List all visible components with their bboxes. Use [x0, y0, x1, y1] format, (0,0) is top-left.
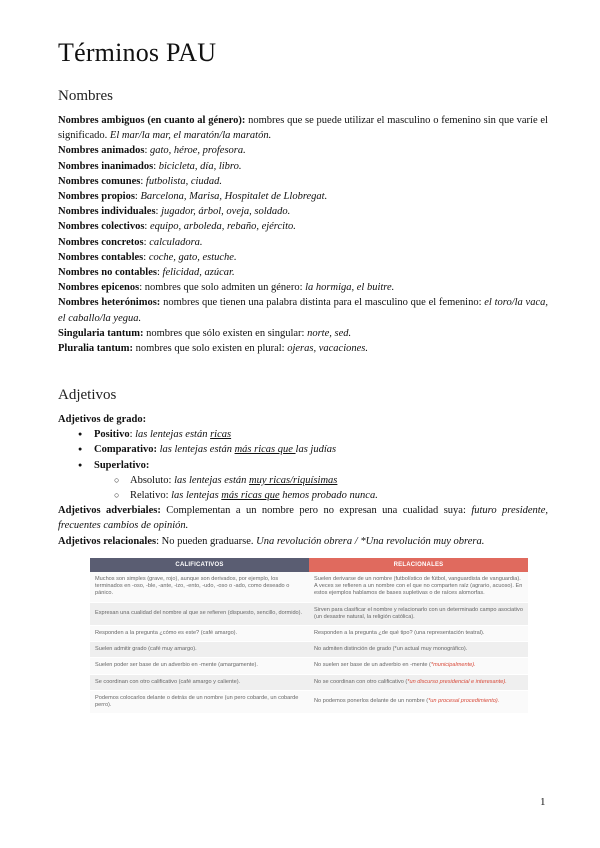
- grado-pre: las lentejas están: [135, 429, 211, 441]
- nombre-entry: [58, 341, 548, 356]
- cell-relacional-text: No suelen ser base de un adverbio en -mente (: [314, 662, 431, 669]
- adjetivos-grado-label: Adjetivos de grado:: [58, 414, 147, 425]
- grado-underlined-text: más ricas que: [221, 490, 280, 502]
- grado-pre: las lentejas están: [174, 474, 250, 486]
- nombre-desc: :: [144, 145, 150, 157]
- nombre-entry: [58, 280, 548, 295]
- adjetivos-adverbiales: Adjetivos adverbiales: Complementan a un nombre pero no expresan una cualidad suya: futuro presidente, frecuentes cambios de opinión.: [58, 505, 548, 532]
- nombre-term: Nombres comunes: [58, 175, 141, 187]
- nombre-desc: nombres que solo existen en plural:: [132, 343, 288, 355]
- nombre-entry: [58, 113, 548, 143]
- page-title: Términos PAU: [58, 38, 217, 67]
- cell-relacional-text: Responden a la pregunta ¿de qué tipo? (una representación teatral).: [314, 630, 485, 637]
- nombre-term: Nombres propios: [58, 191, 135, 203]
- grado-underlined: [210, 429, 231, 440]
- grado-underlined: [235, 444, 296, 455]
- nombre-term: Nombres animados: [58, 145, 145, 157]
- table-row: [90, 642, 528, 658]
- nombre-desc: :: [156, 267, 163, 279]
- nombre-entry: [58, 219, 548, 234]
- nombre-desc: :: [144, 221, 150, 233]
- nombre-desc: :: [140, 175, 146, 187]
- cell-relacional: [309, 572, 528, 602]
- nombre-examples: coche, gato, estuche.: [148, 251, 237, 263]
- nombre-examples: jugador, árbol, oveja, soldado.: [161, 206, 291, 218]
- nombre-entry: [58, 174, 548, 189]
- grado-underlined: [249, 475, 337, 486]
- table-row: [90, 626, 528, 642]
- page-number: 1: [540, 796, 546, 808]
- nombre-entry: [58, 143, 548, 158]
- grado-sep: :: [165, 490, 172, 502]
- nombre-term: Nombres individuales: [58, 206, 156, 218]
- grado-sep: :: [129, 429, 136, 441]
- nombre-term: Nombres contables: [58, 251, 144, 263]
- nombre-examples: calculadora.: [149, 236, 203, 248]
- cell-relacional-example: *municipalmente).: [430, 662, 476, 669]
- nombre-term: Singularia tantum:: [58, 327, 144, 339]
- cell-relacional-text: No podemos ponerlos delante de un nombre (: [314, 698, 429, 705]
- nombre-desc: nombres que tienen una palabra distinta para el masculino que el femenino:: [160, 297, 485, 309]
- superlativo-list: [58, 473, 548, 503]
- nombre-desc: nombres que se puede utilizar el masculino o femenino sin que varíe el significado.: [58, 115, 548, 142]
- superlativo-item: [58, 473, 548, 488]
- grado-pre: las lentejas: [171, 490, 222, 502]
- grado-label: Relativo: [130, 490, 166, 502]
- nombre-examples: ojeras, vacaciones.: [287, 343, 369, 355]
- superlativo-item: [58, 488, 548, 503]
- nombre-examples: norte, sed.: [307, 327, 352, 339]
- cell-relacional: [309, 658, 528, 674]
- comparison-table: [90, 558, 528, 714]
- nombre-term: Nombres concretos: [58, 236, 144, 248]
- cell-relacional: [309, 690, 528, 713]
- cell-relacional-example: *un discurso presidencial e interesante).: [407, 678, 507, 685]
- nombre-examples: bicicleta, día, libro.: [158, 160, 242, 172]
- nombre-entry: [58, 204, 548, 219]
- grado-item: [58, 442, 548, 457]
- grado-item: [58, 458, 548, 473]
- cell-relacional-text: Suelen derivarse de un nombre (futbolístico de fútbol, vanguardista de vanguardia). A veces se refieren a un nombre con el que no comparten raíz (agrario, acuoso). En estos ejemplos hablamos de bases supletivas o de raíces alomorfas.: [314, 576, 523, 597]
- section-heading-nombres: Nombres: [58, 88, 113, 104]
- nombre-examples: equipo, arboleda, rebaño, ejército.: [149, 221, 296, 233]
- table-row: [90, 658, 528, 674]
- grado-label: Positivo: [94, 429, 130, 441]
- grado-item: [58, 427, 548, 442]
- cell-relacional: [309, 602, 528, 625]
- cell-relacional-text: No admiten distinción de grado (*un actual muy monográfico).: [314, 646, 468, 653]
- nombre-examples: El mar/la mar, el maratón/la maratón.: [109, 130, 272, 142]
- nombre-term: Nombres epicenos: [58, 282, 140, 294]
- cell-calificativo: Muchos son simples (grave, rojo), aunque son derivados, por ejemplo, los terminados en -oso, -ble, -ante, -izo, -ento, -udo, -oso o -ado, como deseado o pánico.: [90, 572, 309, 602]
- cell-calificativo: Responden a la pregunta ¿cómo es este? (café amargo).: [90, 626, 309, 642]
- grado-sep: :: [168, 474, 175, 486]
- nombre-entry: [58, 159, 548, 174]
- grado-underlined-text: más ricas que: [234, 444, 296, 456]
- nombre-entry: [58, 265, 548, 280]
- adjetivos-block: [58, 412, 548, 549]
- cell-calificativo: Suelen poder ser base de un adverbio en -mente (amargamente).: [90, 658, 309, 674]
- grado-underlined-text: muy ricas/riquísimas: [249, 474, 338, 486]
- nombres-list: [58, 113, 548, 356]
- grado-label: Absoluto: [130, 474, 169, 486]
- table-row: [90, 572, 528, 602]
- cell-relacional: [309, 626, 528, 642]
- nombre-entry: [58, 189, 548, 204]
- adjetivos-relacionales: Adjetivos relacionales: No pueden graduarse. Una revolución obrera / *Una revolución muy obrera.: [58, 535, 485, 547]
- nombre-desc: :: [143, 251, 149, 263]
- nombre-term: Nombres colectivos: [58, 221, 145, 233]
- nombre-term: Nombres inanimados: [58, 160, 154, 172]
- nombre-entry: [58, 235, 548, 250]
- nombre-desc: :: [143, 236, 150, 248]
- table-header-calificativos: CALIFICATIVOS: [90, 558, 309, 572]
- grado-label: Comparativo:: [94, 444, 157, 456]
- grado-label: Superlativo:: [94, 459, 150, 471]
- table-row: [90, 690, 528, 713]
- nombre-entry: [58, 326, 548, 341]
- cell-calificativo: Podemos colocarlos delante o detrás de un nombre (un pero cobarde, un cobarde perro).: [90, 690, 309, 713]
- table-header-relacionales: RELACIONALES: [309, 558, 528, 572]
- nombre-entry: [58, 295, 548, 325]
- nombre-examples: gato, héroe, profesora.: [150, 145, 246, 157]
- cell-relacional: [309, 674, 528, 690]
- nombre-term: Pluralia tantum:: [58, 343, 133, 355]
- cell-calificativo: Expresan una cualidad del nombre al que se refieren (dispuesto, sencillo, dormido).: [90, 602, 309, 625]
- grado-underlined: [221, 490, 279, 501]
- nombre-desc: :: [134, 191, 141, 203]
- nombre-examples: la hormiga, el buitre.: [305, 282, 395, 294]
- grado-list: [58, 427, 548, 473]
- nombre-term: Nombres heterónimos:: [58, 297, 161, 309]
- cell-relacional-text: Sirven para clasificar el nombre y relacionarlo con un determinado campo asociativo (un desastre natural, la religión católica).: [314, 606, 523, 620]
- table-row: [90, 602, 528, 625]
- cell-calificativo: Se coordinan con otro calificativo (café amargo y caliente).: [90, 674, 309, 690]
- nombre-examples: el toro/la vaca, el caballo/la yegua.: [58, 297, 548, 324]
- nombre-examples: Barcelona, Marisa, Hospitalet de Llobregat.: [140, 191, 328, 203]
- cell-relacional-example: *un procesal procedimiento).: [428, 698, 500, 705]
- nombre-entry: [58, 250, 548, 265]
- nombre-desc: :: [155, 206, 162, 218]
- grado-pre: las lentejas están: [159, 444, 235, 456]
- grado-post: las judías: [295, 444, 337, 456]
- cell-relacional: [309, 642, 528, 658]
- grado-post: hemos probado nunca.: [279, 490, 378, 502]
- cell-relacional-text: No se coordinan con otro calificativo (: [314, 678, 408, 685]
- nombre-desc: : nombres que solo admiten un género:: [139, 282, 306, 294]
- section-heading-adjetivos: Adjetivos: [58, 387, 117, 403]
- nombre-examples: felicidad, azúcar.: [162, 267, 235, 279]
- table-row: [90, 674, 528, 690]
- nombre-examples: futbolista, ciudad.: [145, 175, 223, 187]
- nombre-term: Nombres ambiguos (en cuanto al género):: [58, 115, 246, 126]
- grado-underlined-text: ricas: [210, 429, 232, 441]
- nombre-term: Nombres no contables: [58, 267, 157, 279]
- cell-calificativo: Suelen admitir grado (café muy amargo).: [90, 642, 309, 658]
- nombre-desc: :: [153, 160, 159, 172]
- nombre-desc: nombres que sólo existen en singular:: [143, 327, 308, 339]
